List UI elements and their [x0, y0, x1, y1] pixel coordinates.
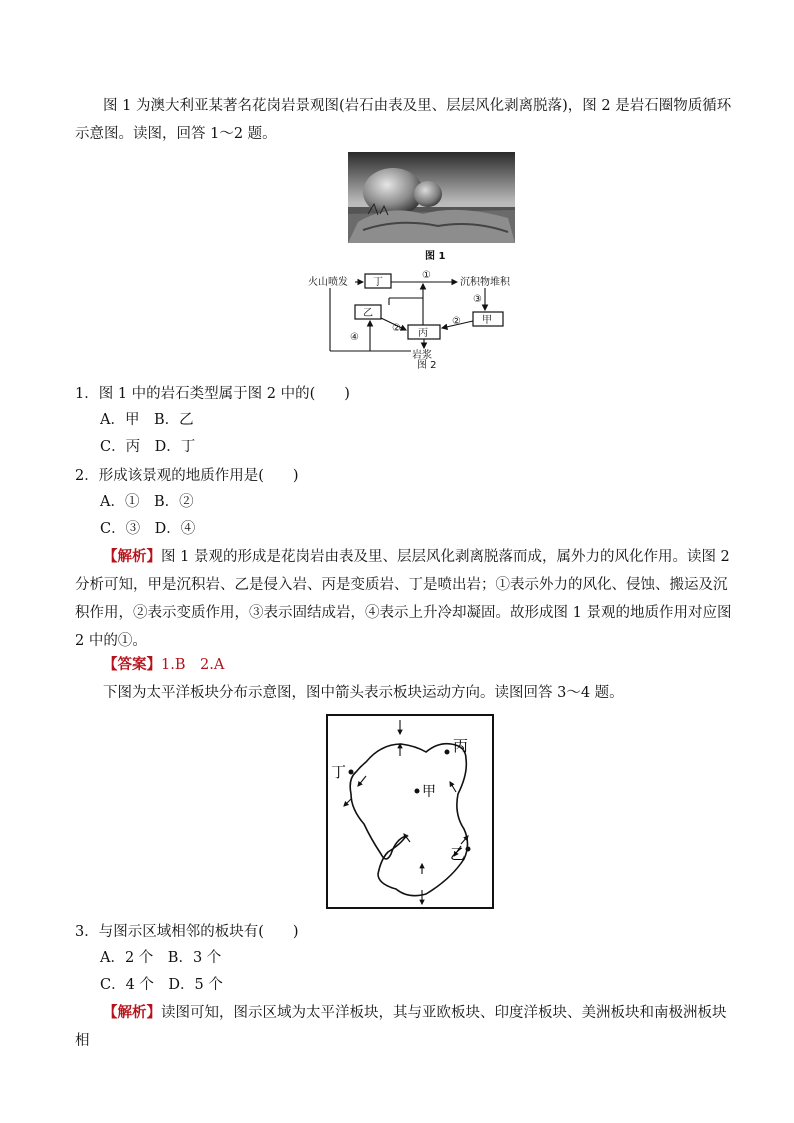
answer-1-value: 1.B 2.A — [161, 657, 225, 673]
question-1-options-cd: C．丙 D．丁 — [100, 439, 196, 455]
analysis-2-paragraph — [75, 999, 735, 1055]
map-label-bing: 丙 — [453, 737, 469, 755]
map-label-ding: 丁 — [331, 763, 347, 781]
process-1-label: ① — [422, 270, 431, 281]
question-2-options-cd: C．③ D．④ — [100, 521, 196, 537]
analysis-2-text: 读图可知，图示区域为太平洋板块，其与亚欧板块、印度洋板块、美洲板块和南极洲板块相 — [75, 1005, 727, 1049]
pacific-plate-map — [326, 714, 494, 909]
answer-1-tag: 【答案】 — [103, 656, 161, 673]
analysis-1-text: 图 1 景观的形成是花岗岩由表及里、层层风化剥离脱落而成，属外力的风化作用。读图 2 分析可知，甲是沉积岩、乙是侵入岩、丙是变质岩、丁是喷出岩；①表示外力的风化、侵蚀、搬运及沉积作用，②表示变质作用，③表示固结成岩，④表示上升冷却凝固。故形成图 1 景观的地质作用对应图 2 中的①。 — [75, 549, 732, 649]
question-2-options-ab: A．① B．② — [100, 494, 194, 510]
map-frame — [327, 715, 493, 908]
sediment-label: 沉积物堆积 — [460, 277, 510, 288]
intro-2-paragraph: 下图为太平洋板块分布示意图，图中箭头表示板块运动方向。读图回答 3～4 题。 — [103, 685, 624, 701]
map-label-yi: 乙 — [450, 845, 466, 863]
analysis-1-tag: 【解析】 — [103, 548, 161, 565]
process-2a-label: ② — [392, 323, 401, 334]
granite-landscape-photo — [348, 152, 515, 243]
label-ding: 丁 — [373, 277, 383, 288]
magma-label: 岩浆 — [412, 350, 432, 361]
label-yi: 乙 — [363, 308, 373, 319]
volcano-label: 火山喷发 — [308, 277, 348, 288]
figure2-caption: 图 2 — [417, 360, 437, 370]
process-4-label: ④ — [350, 332, 359, 343]
process-3-label: ③ — [473, 294, 482, 305]
analysis-2-tag: 【解析】 — [103, 1004, 161, 1021]
rock-cycle-diagram — [305, 268, 525, 370]
question-1-stem: 1．图 1 中的岩石类型属于图 2 中的( ) — [75, 386, 350, 402]
label-bing: 丙 — [418, 328, 428, 339]
question-3-options-cd: C．4 个 D．5 个 — [100, 977, 223, 993]
question-3-options-ab: A．2 个 B．3 个 — [100, 950, 222, 966]
question-2-stem: 2．形成该景观的地质作用是( ) — [75, 468, 299, 484]
answer-1-paragraph — [75, 651, 735, 679]
question-1-options-ab: A．甲 B．乙 — [100, 412, 194, 428]
label-jia: 甲 — [482, 315, 492, 326]
map-label-jia: 甲 — [422, 784, 436, 800]
intro-paragraph: 图 1 为澳大利亚某著名花岗岩景观图(岩石由表及里、层层风化剥离脱落)，图 2 是岩石圈物质循环示意图。读图，回答 1～2 题。 — [75, 98, 732, 142]
figure1-caption: 图 1 — [425, 251, 446, 262]
process-2b-label: ② — [452, 316, 461, 327]
question-3-stem: 3．与图示区域相邻的板块有( ) — [75, 924, 299, 940]
analysis-1-paragraph — [75, 543, 735, 655]
